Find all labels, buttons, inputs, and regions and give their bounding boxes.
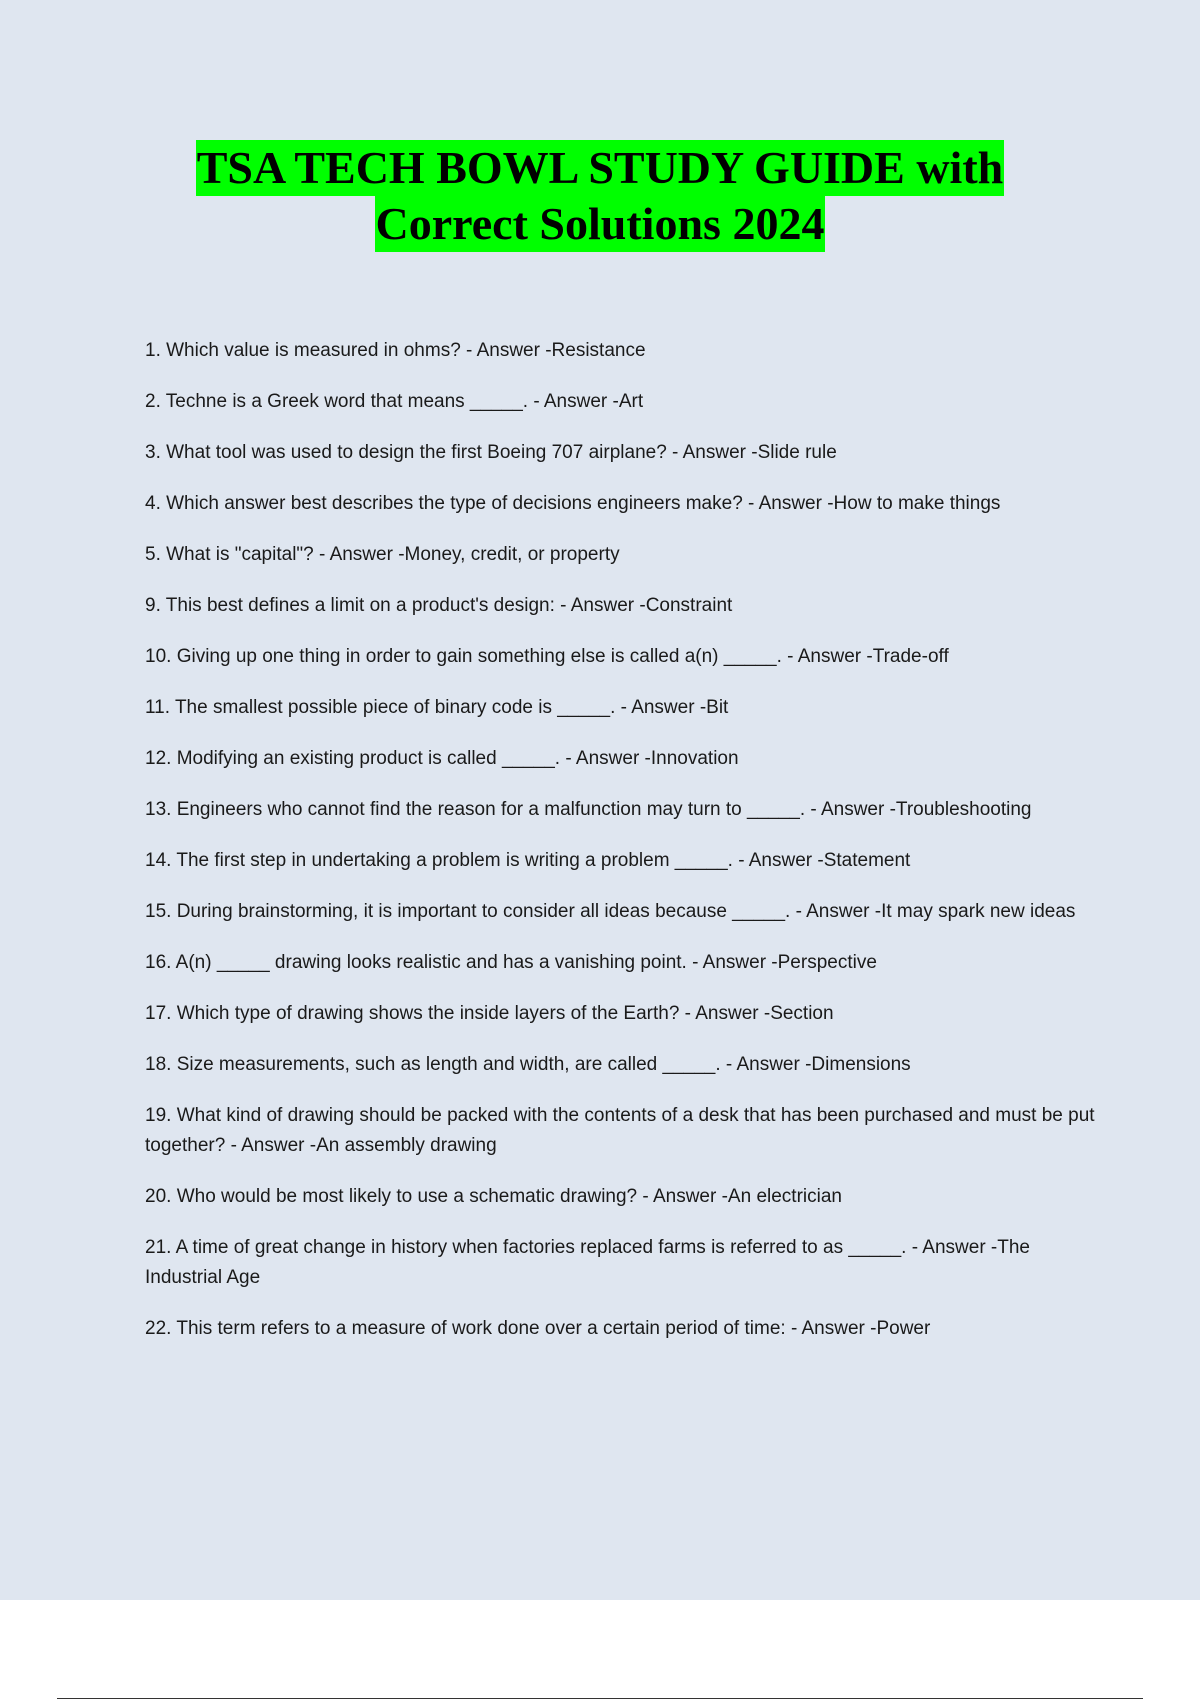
qa-item: 18. Size measurements, such as length and width, are called _____. - Answer -Dimensions <box>145 1054 911 1075</box>
qa-item: 12. Modifying an existing product is called _____. - Answer -Innovation <box>145 748 739 769</box>
qa-item: 4. Which answer best describes the type of decisions engineers make? - Answer -How to make things <box>145 493 1001 514</box>
qa-item: 14. The first step in undertaking a problem is writing a problem _____. - Answer -Statement <box>145 850 911 871</box>
footer-divider <box>57 1698 1143 1699</box>
qa-item: 1. Which value is measured in ohms? - Answer -Resistance <box>145 340 646 361</box>
qa-item: 16. A(n) _____ drawing looks realistic and has a vanishing point. - Answer -Perspective <box>145 952 877 973</box>
qa-item: 3. What tool was used to design the first Boeing 707 airplane? - Answer -Slide rule <box>145 442 837 463</box>
qa-item: 21. A time of great change in history when factories replaced farms is referred to as _____. - Answer -The Industrial Age <box>145 1237 1031 1288</box>
qa-item: 19. What kind of drawing should be packed with the contents of a desk that has been purchased and must be put together? - Answer -An assembly drawing <box>145 1105 1095 1156</box>
qa-item: 15. During brainstorming, it is important to consider all ideas because _____. - Answer -It may spark new ideas <box>145 901 1076 922</box>
document-title <box>0 140 1200 252</box>
question-answer-list <box>145 336 1095 1365</box>
qa-item: 5. What is "capital"? - Answer -Money, credit, or property <box>145 544 620 565</box>
qa-item: 9. This best defines a limit on a product's design: - Answer -Constraint <box>145 595 733 616</box>
qa-item: 13. Engineers who cannot find the reason for a malfunction may turn to _____. - Answer -Troubleshooting <box>145 799 1032 820</box>
title-line-2: Correct Solutions 2024 <box>375 196 826 252</box>
qa-item: 20. Who would be most likely to use a schematic drawing? - Answer -An electrician <box>145 1186 842 1207</box>
qa-item: 11. The smallest possible piece of binary code is _____. - Answer -Bit <box>145 697 729 718</box>
title-line-1: TSA TECH BOWL STUDY GUIDE with <box>196 140 1005 196</box>
qa-item: 17. Which type of drawing shows the inside layers of the Earth? - Answer -Section <box>145 1003 834 1024</box>
qa-item: 2. Techne is a Greek word that means _____. - Answer -Art <box>145 391 644 412</box>
qa-item: 10. Giving up one thing in order to gain something else is called a(n) _____. - Answer -Trade-off <box>145 646 949 667</box>
qa-item: 22. This term refers to a measure of work done over a certain period of time: - Answer -Power <box>145 1318 931 1339</box>
